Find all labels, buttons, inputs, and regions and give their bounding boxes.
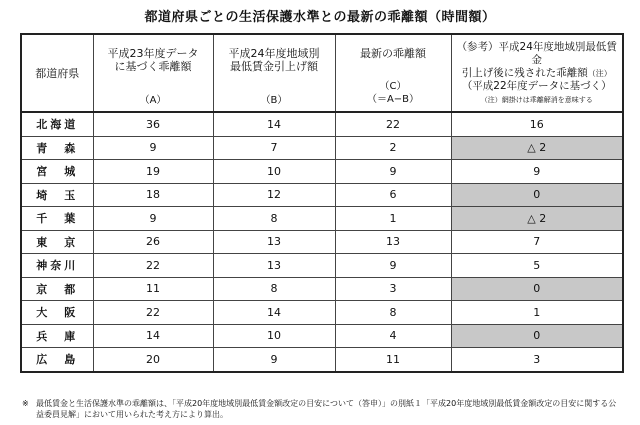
table-row — [21, 277, 623, 301]
header-a-line2: に基づく乖離額 — [114, 60, 192, 73]
cell-gap-a: 14 — [93, 324, 213, 348]
cell-raise-b: 13 — [213, 254, 335, 278]
cell-remaining-gap: 7 — [451, 230, 623, 254]
cell-prefecture: 広 島 — [21, 348, 93, 372]
table-row — [21, 136, 623, 160]
table-row — [21, 230, 623, 254]
cell-remaining-gap: 5 — [451, 254, 623, 278]
cell-prefecture: 大 阪 — [21, 301, 93, 325]
cell-prefecture: 神奈川 — [21, 254, 93, 278]
gap-table — [20, 33, 624, 373]
header-a-sub: （A） — [139, 95, 167, 106]
cell-remaining-gap: 1 — [451, 301, 623, 325]
header-d-line2: 引上げ後に残された乖離額 — [461, 67, 588, 79]
header-col-d — [451, 34, 623, 112]
cell-gap-c: 2 — [335, 136, 451, 160]
page-title: 都道府県ごとの生活保護水準との最新の乖離額（時間額） — [144, 10, 496, 25]
cell-prefecture: 京 都 — [21, 277, 93, 301]
cell-remaining-gap: 3 — [451, 348, 623, 372]
cell-raise-b: 9 — [213, 348, 335, 372]
header-a-line1: 平成23年度データ — [107, 47, 199, 60]
cell-raise-b: 14 — [213, 301, 335, 325]
cell-gap-a: 22 — [93, 254, 213, 278]
header-col-a — [93, 34, 213, 112]
cell-gap-c: 3 — [335, 277, 451, 301]
footnote-mark: ※ — [22, 399, 29, 408]
cell-gap-a: 22 — [93, 301, 213, 325]
cell-raise-b: 10 — [213, 160, 335, 184]
table-row — [21, 301, 623, 325]
cell-gap-c: 6 — [335, 183, 451, 207]
header-b-line1: 平成24年度地域別 — [228, 47, 320, 60]
footnote-text: 最低賃金と生活保護水準の乖離額は、「平成20年度地域別最低賃金額改定の目安について（答申）」の別紙１「平成20年度地域別最低賃金額改定の目安に関する公益委員見解」において用いられた考え方により算出。 — [36, 399, 617, 419]
cell-gap-a: 11 — [93, 277, 213, 301]
header-d-line3: （平成22年度データに基づく） — [461, 80, 612, 92]
cell-remaining-gap: 0 — [451, 324, 623, 348]
cell-gap-c: 4 — [335, 324, 451, 348]
cell-gap-a: 9 — [93, 136, 213, 160]
cell-remaining-gap: △ 2 — [451, 136, 623, 160]
cell-raise-b: 10 — [213, 324, 335, 348]
header-c-sub1: （C） — [379, 81, 407, 92]
table-row — [21, 324, 623, 348]
cell-gap-a: 19 — [93, 160, 213, 184]
cell-raise-b: 14 — [213, 112, 335, 136]
cell-prefecture: 青 森 — [21, 136, 93, 160]
cell-prefecture: 宮 城 — [21, 160, 93, 184]
header-d-note: （注）網掛けは乖離解消を意味する — [480, 96, 593, 104]
header-d-line1: （参考）平成24年度地域別最低賃金 — [456, 41, 617, 66]
cell-prefecture: 東 京 — [21, 230, 93, 254]
cell-gap-c: 11 — [335, 348, 451, 372]
cell-raise-b: 12 — [213, 183, 335, 207]
header-b-sub: （B） — [260, 95, 288, 106]
cell-gap-c: 8 — [335, 301, 451, 325]
table-row — [21, 160, 623, 184]
cell-remaining-gap: 0 — [451, 183, 623, 207]
cell-gap-a: 18 — [93, 183, 213, 207]
cell-remaining-gap: 9 — [451, 160, 623, 184]
cell-remaining-gap: 16 — [451, 112, 623, 136]
cell-prefecture: 埼 玉 — [21, 183, 93, 207]
table-row — [21, 348, 623, 372]
cell-gap-a: 26 — [93, 230, 213, 254]
table-row — [21, 183, 623, 207]
cell-prefecture: 北海道 — [21, 112, 93, 136]
cell-prefecture: 兵 庫 — [21, 324, 93, 348]
table-row — [21, 254, 623, 278]
cell-gap-c: 9 — [335, 160, 451, 184]
table-header-row — [21, 34, 623, 112]
cell-prefecture: 千 葉 — [21, 207, 93, 231]
cell-remaining-gap: 0 — [451, 277, 623, 301]
table-row — [21, 207, 623, 231]
cell-gap-a: 9 — [93, 207, 213, 231]
cell-remaining-gap: △ 2 — [451, 207, 623, 231]
header-prefecture-label: 都道府県 — [35, 67, 80, 80]
header-prefecture — [21, 34, 93, 112]
cell-gap-c: 22 — [335, 112, 451, 136]
cell-gap-a: 20 — [93, 348, 213, 372]
header-d-line2-note: （注） — [587, 69, 612, 78]
header-b-line2: 最低賃金引上げ額 — [230, 60, 318, 73]
cell-gap-c: 1 — [335, 207, 451, 231]
header-col-c — [335, 34, 451, 112]
cell-raise-b: 8 — [213, 207, 335, 231]
header-c-sub2: （＝A−B） — [366, 94, 420, 105]
cell-gap-c: 13 — [335, 230, 451, 254]
cell-raise-b: 8 — [213, 277, 335, 301]
cell-gap-a: 36 — [93, 112, 213, 136]
table-row — [21, 112, 623, 136]
cell-raise-b: 7 — [213, 136, 335, 160]
cell-gap-c: 9 — [335, 254, 451, 278]
header-c-line1: 最新の乖離額 — [360, 47, 426, 60]
cell-raise-b: 13 — [213, 230, 335, 254]
header-col-b — [213, 34, 335, 112]
footnote — [22, 398, 622, 420]
